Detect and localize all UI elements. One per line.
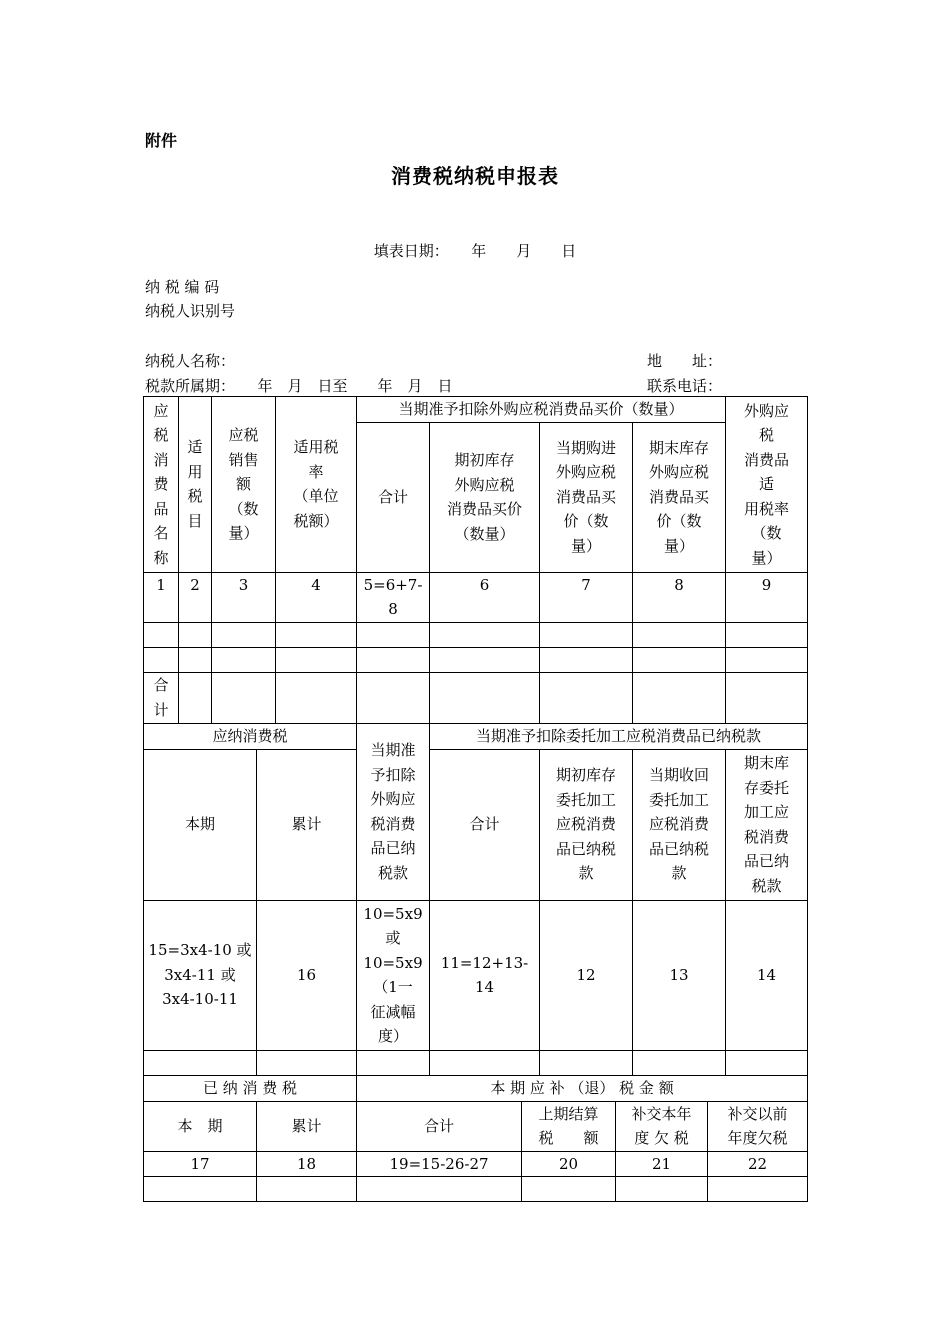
header-due-tax: 本 期 应 补 （退） 税 金 额	[357, 1076, 808, 1102]
col-number: 22	[708, 1151, 808, 1177]
header-back-tax-prior-years: 补交以前 年度欠税	[708, 1101, 808, 1151]
taxpayer-name-label: 纳税人名称：	[145, 352, 236, 370]
header-total: 合计	[430, 749, 540, 900]
header-current-purchase: 当期购进 外购应税 消费品买 价（数 量）	[540, 422, 633, 572]
col-number: 21	[616, 1151, 708, 1177]
header-deduct-purchased: 当期准 予扣除 外购应 税消费 品已纳 税款	[357, 724, 430, 901]
table-row	[144, 1177, 808, 1202]
col-number: 17	[144, 1151, 257, 1177]
header-payable-tax: 应纳消费税	[144, 724, 357, 750]
purchase-deduction-table	[143, 396, 808, 724]
header-closing-entrusted: 期末库 存委托 加工应 税消费 品已纳 税款	[726, 749, 808, 900]
col-number: 5=6+7- 8	[357, 572, 430, 622]
taxpayer-id-label: 纳税人识别号	[145, 302, 236, 320]
header-current-period: 本期	[144, 749, 257, 900]
table-row	[144, 1050, 808, 1075]
header-taxable-sales: 应税 销售 额 （数 量）	[212, 397, 276, 573]
col-number: 8	[633, 572, 726, 622]
header-tax-rate: 适用税 率 （单位 税额）	[276, 397, 357, 573]
header-entrusted-deduction-group: 当期准予扣除委托加工应税消费品已纳税款	[430, 724, 808, 750]
phone-label: 联系电话：	[647, 377, 723, 395]
tax-period-label: 税款所属期： 年 月 日至 年 月 日	[145, 377, 453, 395]
col-number: 3	[212, 572, 276, 622]
paid-due-table	[143, 1075, 808, 1202]
col-number: 14	[726, 900, 808, 1050]
col-number: 12	[540, 900, 633, 1050]
col-number: 9	[726, 572, 808, 622]
sum-row	[144, 672, 808, 723]
col-number: 1	[144, 572, 179, 622]
header-product-name: 应 税 消 费 品 名 称	[144, 397, 179, 573]
header-cumulative: 累计	[257, 1101, 357, 1151]
header-previous-settlement: 上期结算 税 额	[522, 1101, 616, 1151]
tax-code-label: 纳 税 编 码	[145, 278, 220, 296]
formula-10: 10=5x9 或 10=5x9 （1一 征减幅 度）	[357, 900, 430, 1050]
col-number: 20	[522, 1151, 616, 1177]
header-closing-stock: 期末库存 外购应税 消费品买 价（数 量）	[633, 422, 726, 572]
header-tax-item: 适 用 税 目	[179, 397, 212, 573]
header-cumulative: 累计	[257, 749, 357, 900]
header-back-tax-this-year: 补交本年 度 欠 税	[616, 1101, 708, 1151]
col-number: 13	[633, 900, 726, 1050]
col-number: 7	[540, 572, 633, 622]
header-opening-entrusted: 期初库存 委托加工 应税消费 品已纳税 款	[540, 749, 633, 900]
col-number: 2	[179, 572, 212, 622]
formula-19: 19=15-26-27	[357, 1151, 522, 1177]
table-row	[144, 622, 808, 647]
header-purchase-deduction-group: 当期准予扣除外购应税消费品买价（数量）	[357, 397, 726, 423]
formula-15: 15=3x4-10 或 3x4-11 或 3x4-10-11	[144, 900, 257, 1050]
formula-11: 11=12+13-14	[430, 900, 540, 1050]
col-number: 6	[430, 572, 540, 622]
payable-tax-table	[143, 723, 808, 1076]
header-purchase-rate: 外购应 税 消费品 适 用税率 （数 量）	[726, 397, 808, 573]
address-label: 地 址：	[647, 352, 723, 370]
table-row	[144, 647, 808, 672]
header-received-entrusted: 当期收回 委托加工 应税消费 品已纳税 款	[633, 749, 726, 900]
fill-date: 填表日期： 年 月 日	[373, 242, 577, 260]
header-current-period: 本 期	[144, 1101, 257, 1151]
header-opening-stock: 期初库存 外购应税 消费品买价 （数量）	[430, 422, 540, 572]
header-paid-tax: 已 纳 消 费 税	[144, 1076, 357, 1102]
header-total: 合计	[357, 422, 430, 572]
col-number: 4	[276, 572, 357, 622]
attachment-label: 附件	[145, 131, 178, 150]
header-total: 合计	[357, 1101, 522, 1151]
col-number: 16	[257, 900, 357, 1050]
sum-label: 合 计	[144, 672, 179, 723]
col-number: 18	[257, 1151, 357, 1177]
form-title: 消费税纳税申报表	[391, 164, 559, 188]
